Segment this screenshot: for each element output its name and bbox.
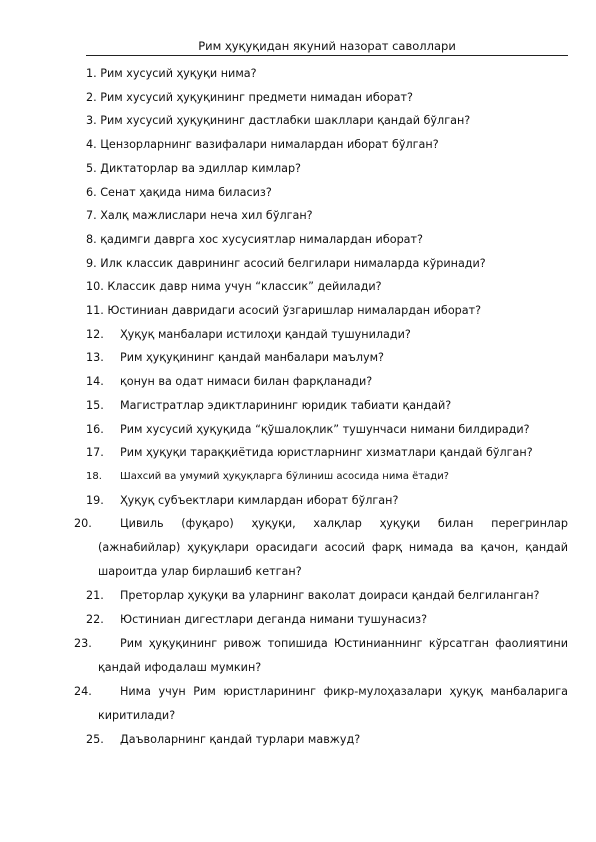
item-text: Рим ҳуқуқи тараққиётида юристларнинг хизматлари қандай бўлган? <box>120 446 533 460</box>
item-number: 14. <box>86 375 104 389</box>
item-number: 15. <box>86 398 104 412</box>
list-item <box>86 228 568 252</box>
document-title: Рим ҳуқуқидан якуний назорат саволлари <box>86 38 568 56</box>
item-number: 21. <box>86 589 104 603</box>
list-item <box>74 632 568 680</box>
list-item <box>86 252 568 276</box>
item-number: 3. <box>86 114 97 128</box>
item-text: Рим хусусий ҳуқуқи нима? <box>100 67 257 80</box>
item-number: 24. <box>74 684 92 698</box>
item-text: Илк классик даврининг асосий белгилари нималарда кўринади? <box>100 256 486 270</box>
item-number: 1. <box>86 67 97 80</box>
list-item <box>86 584 568 608</box>
item-number: 5. <box>86 161 97 175</box>
item-number: 8. <box>86 232 97 246</box>
list-item <box>86 109 568 133</box>
item-text: Рим хусусий ҳуқуқида “қўшалоқлик” тушунчаси нимани билдиради? <box>120 422 530 436</box>
list-item <box>86 370 568 394</box>
list-item <box>86 275 568 299</box>
list-item <box>86 418 568 442</box>
item-text: Юстиниан дигестлари деганда нимани тушунасиз? <box>120 613 428 627</box>
item-text: Цензорларнинг вазифалари нималардан иборат бўлган? <box>100 138 439 152</box>
item-text: Магистратлар эдиктларининг юридик табиати қандай? <box>120 398 452 412</box>
item-text: Цивиль (фуқаро) ҳуқуқи, халқлар ҳуқуқи билан перегринлар (ажнабийлар) ҳуқуқлари орасидаги асосий фарқ нимада ва қачон, қандай шароитда улар бирлашиб кетган? <box>98 517 568 579</box>
item-text: Рим хусусий ҳуқуқининг дастлабки шакллари қандай бўлган? <box>100 114 471 128</box>
list-item <box>86 489 568 513</box>
item-text: Диктаторлар ва эдиллар кимлар? <box>100 161 301 175</box>
item-number: 10. <box>86 280 104 294</box>
list-item <box>86 346 568 370</box>
item-text: Преторлар ҳуқуқи ва уларнинг ваколат доираси қандай белгиланган? <box>120 589 540 603</box>
item-number: 23. <box>74 636 92 650</box>
list-item <box>86 86 568 110</box>
item-number: 18. <box>86 470 102 482</box>
item-number: 11. <box>86 304 104 318</box>
item-text: Рим хусусий ҳуқуқининг предмети нимадан иборат? <box>100 90 413 104</box>
list-item <box>86 62 568 86</box>
item-number: 16. <box>86 422 104 436</box>
list-item <box>86 323 568 347</box>
item-number: 2. <box>86 90 97 104</box>
item-text: Ҳуқуқ субъектлари кимлардан иборат бўлган? <box>120 493 399 507</box>
item-number: 4. <box>86 138 97 152</box>
item-text: Классик давр нима учун “классик” дейилади? <box>107 280 382 294</box>
list-item <box>86 608 568 632</box>
item-number: 25. <box>86 732 104 746</box>
list-item <box>74 512 568 584</box>
item-number: 12. <box>86 327 104 341</box>
list-item <box>86 204 568 228</box>
list-item <box>74 680 568 728</box>
list-item <box>86 728 568 752</box>
questions-list <box>74 62 568 751</box>
item-number: 13. <box>86 351 104 365</box>
list-item <box>86 394 568 418</box>
item-number: 20. <box>74 517 92 531</box>
item-number: 6. <box>86 185 97 199</box>
item-text: Нима учун Рим юристларининг фикр-мулоҳазалари ҳуқуқ манбаларига киритилади? <box>98 684 568 722</box>
item-text: Сенат ҳақида нима биласиз? <box>100 185 272 199</box>
list-item <box>86 157 568 181</box>
item-number: 22. <box>86 613 104 627</box>
list-item <box>86 181 568 205</box>
item-text: қадимги даврга хос хусусиятлар нималардан иборат? <box>100 232 423 246</box>
item-text: Рим ҳуқуқининг ривож топишида Юстинианнинг кўрсатган фаолиятини қандай ифодалаш мумкин? <box>98 636 568 674</box>
item-text: Халқ мажлислари неча хил бўлган? <box>100 209 313 223</box>
list-item <box>86 465 568 489</box>
list-item <box>86 299 568 323</box>
item-text: Юстиниан давридаги асосий ўзгаришлар нималардан иборат? <box>107 304 482 318</box>
item-text: Шахсий ва умумий ҳуқуқларга бўлиниш асосида нима ётади? <box>120 470 449 482</box>
document-page <box>74 38 568 751</box>
item-text: Рим ҳуқуқининг қандай манбалари маълум? <box>120 351 384 365</box>
item-number: 9. <box>86 256 97 270</box>
list-item <box>86 133 568 157</box>
item-number: 19. <box>86 493 104 507</box>
item-text: Даъволарнинг қандай турлари мавжуд? <box>120 732 361 746</box>
item-text: Ҳуқуқ манбалари истилоҳи қандай тушунилади? <box>120 327 411 341</box>
item-number: 7. <box>86 209 97 223</box>
list-item <box>86 441 568 465</box>
item-text: қонун ва одат нимаси билан фарқланади? <box>120 375 373 389</box>
item-number: 17. <box>86 446 104 460</box>
